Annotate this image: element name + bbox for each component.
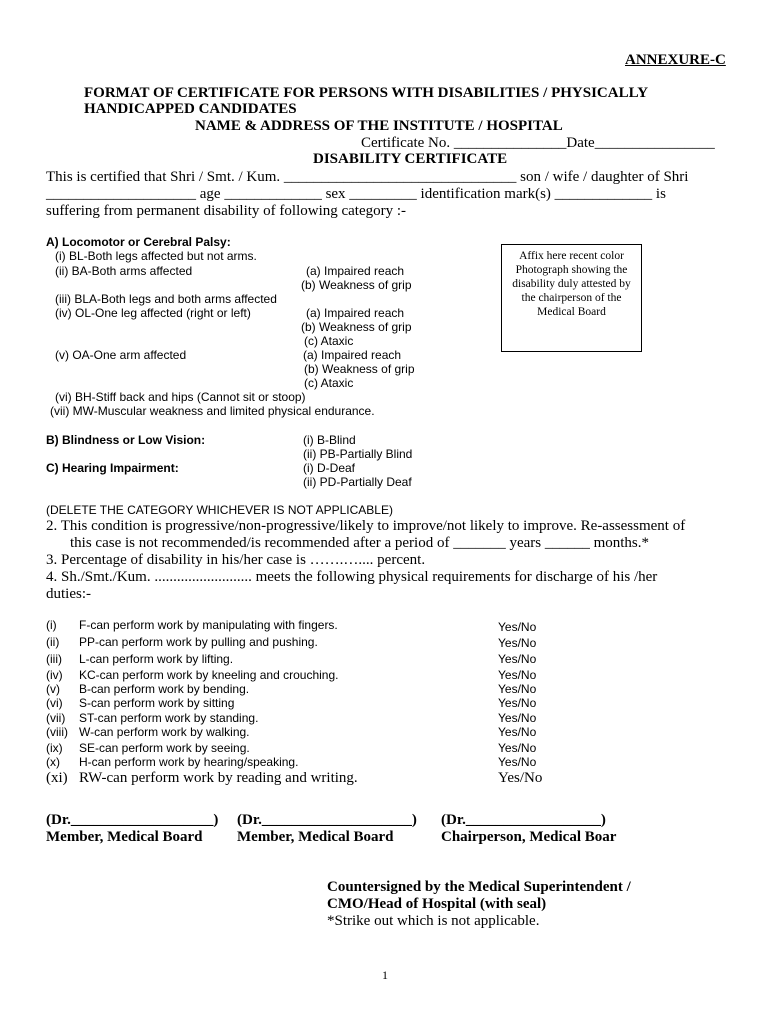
para2-line2: this case is not recommended/is recommended after a period of _______ years ______ months.* — [70, 535, 650, 551]
req-num: (viii) — [46, 725, 68, 739]
header-title-line2: HANDICAPPED CANDIDATES — [84, 101, 297, 117]
req-num: (vi) — [46, 696, 63, 710]
req-answer: Yes/No — [498, 725, 537, 739]
category-a-item-i: (i) BL-Both legs affected but not arms. — [55, 249, 257, 263]
req-text: RW-can perform work by reading and writing. — [79, 770, 358, 786]
category-b-heading: B) Blindness or Low Vision: — [46, 433, 206, 447]
req-text: ST-can perform work by standing. — [79, 711, 259, 725]
category-b-sub-ii: (ii) PB-Partially Blind — [303, 447, 413, 461]
req-answer: Yes/No — [498, 682, 537, 696]
category-c-sub-ii: (ii) PD-Partially Deaf — [303, 475, 412, 489]
req-num: (xi) — [46, 770, 68, 786]
category-c-heading: C) Hearing Impairment: — [46, 461, 179, 475]
photo-box — [501, 244, 642, 352]
signature-dr-1: (Dr.___________________) — [46, 812, 219, 828]
para4-line1: 4. Sh./Smt./Kum. .......................... meets the following physical requirements for discharge of his /her — [46, 569, 658, 585]
req-answer: Yes/No — [498, 696, 537, 710]
req-text: H-can perform work by hearing/speaking. — [79, 755, 299, 769]
req-text: B-can perform work by bending. — [79, 682, 250, 696]
ba-sub-a: (a) Impaired reach — [306, 264, 405, 278]
req-num: (iii) — [46, 652, 62, 666]
category-a-item-iii: (iii) BLA-Both legs and both arms affected — [55, 292, 277, 306]
req-answer: Yes/No — [498, 755, 537, 769]
req-text: PP-can perform work by pulling and pushing. — [79, 635, 318, 649]
signature-role-2: Member, Medical Board — [237, 829, 394, 845]
page-number: 1 — [382, 968, 388, 982]
intro-line2: ____________________ age _____________ sex _________ identification mark(s) _____________ is — [46, 186, 666, 202]
photo-instructions: Affix here recent color Photograph showing the disability duly attested by the chairperson of the Medical Board — [512, 250, 631, 318]
req-num: (vii) — [46, 711, 66, 725]
req-answer: Yes/No — [498, 770, 543, 786]
ol-sub-a: (a) Impaired reach — [306, 306, 405, 320]
ba-sub-b: (b) Weakness of grip — [301, 278, 412, 292]
delete-category-note: (DELETE THE CATEGORY WHICHEVER IS NOT APPLICABLE) — [46, 503, 393, 517]
category-a-item-ii: (ii) BA-Both arms affected — [55, 264, 193, 278]
category-a-item-vi: (vi) BH-Stiff back and hips (Cannot sit or stoop) — [55, 390, 306, 404]
req-text: L-can perform work by lifting. — [79, 652, 234, 666]
req-answer: Yes/No — [498, 652, 537, 666]
ol-sub-b: (b) Weakness of grip — [301, 320, 412, 334]
signature-role-3: Chairperson, Medical Boar — [441, 829, 617, 845]
req-text: F-can perform work by manipulating with fingers. — [79, 618, 338, 632]
category-a-item-v: (v) OA-One arm affected — [55, 348, 187, 362]
req-num: (ii) — [46, 635, 60, 649]
req-answer: Yes/No — [498, 741, 537, 755]
header-title-line1: FORMAT OF CERTIFICATE FOR PERSONS WITH DISABILITIES / PHYSICALLY — [84, 85, 649, 101]
req-num: (v) — [46, 682, 60, 696]
req-num: (iv) — [46, 668, 63, 682]
req-num: (ix) — [46, 741, 63, 755]
countersigned-line1: Countersigned by the Medical Superintendent / — [327, 879, 631, 895]
category-b-sub-i: (i) B-Blind — [303, 433, 356, 447]
req-text: SE-can perform work by seeing. — [79, 741, 250, 755]
req-answer: Yes/No — [498, 711, 537, 725]
oa-sub-a: (a) Impaired reach — [303, 348, 402, 362]
req-answer: Yes/No — [498, 620, 537, 634]
signature-dr-3: (Dr.__________________) — [441, 812, 606, 828]
req-num: (i) — [46, 618, 57, 632]
req-answer: Yes/No — [498, 636, 537, 650]
req-answer: Yes/No — [498, 668, 537, 682]
req-num: (x) — [46, 755, 60, 769]
signature-role-1: Member, Medical Board — [46, 829, 203, 845]
para2-line1: 2. This condition is progressive/non-progressive/likely to improve/not likely to improve. Re-assessment of — [46, 518, 686, 534]
signature-dr-2: (Dr.____________________) — [237, 812, 417, 828]
req-text: S-can perform work by sitting — [79, 696, 235, 710]
oa-sub-c: (c) Ataxic — [304, 376, 354, 390]
countersigned-line2: CMO/Head of Hospital (with seal) — [327, 896, 547, 912]
annexure-label: ANNEXURE-C — [625, 52, 726, 68]
para3-percentage: 3. Percentage of disability in his/her case is …….….... percent. — [46, 552, 426, 568]
req-text: W-can perform work by walking. — [79, 725, 250, 739]
strike-out-note: *Strike out which is not applicable. — [327, 913, 540, 929]
category-a-heading: A) Locomotor or Cerebral Palsy: — [46, 235, 231, 249]
oa-sub-b: (b) Weakness of grip — [304, 362, 415, 376]
institute-name-heading: NAME & ADDRESS OF THE INSTITUTE / HOSPITAL — [195, 118, 563, 134]
certificate-number-line: Certificate No. _______________Date________________ — [361, 135, 715, 151]
category-a-item-vii: (vii) MW-Muscular weakness and limited physical endurance. — [50, 404, 375, 418]
ol-sub-c: (c) Ataxic — [304, 334, 354, 348]
disability-certificate-title: DISABILITY CERTIFICATE — [313, 151, 508, 167]
intro-line1: This is certified that Shri / Smt. / Kum. _______________________________ son / wife / daughter of Shri — [46, 169, 689, 185]
category-a-item-iv: (iv) OL-One leg affected (right or left) — [55, 306, 251, 320]
para4-line2: duties:- — [46, 586, 91, 602]
category-c-sub-i: (i) D-Deaf — [303, 461, 356, 475]
intro-line3: suffering from permanent disability of following category :- — [46, 203, 407, 219]
req-text: KC-can perform work by kneeling and crouching. — [79, 668, 339, 682]
